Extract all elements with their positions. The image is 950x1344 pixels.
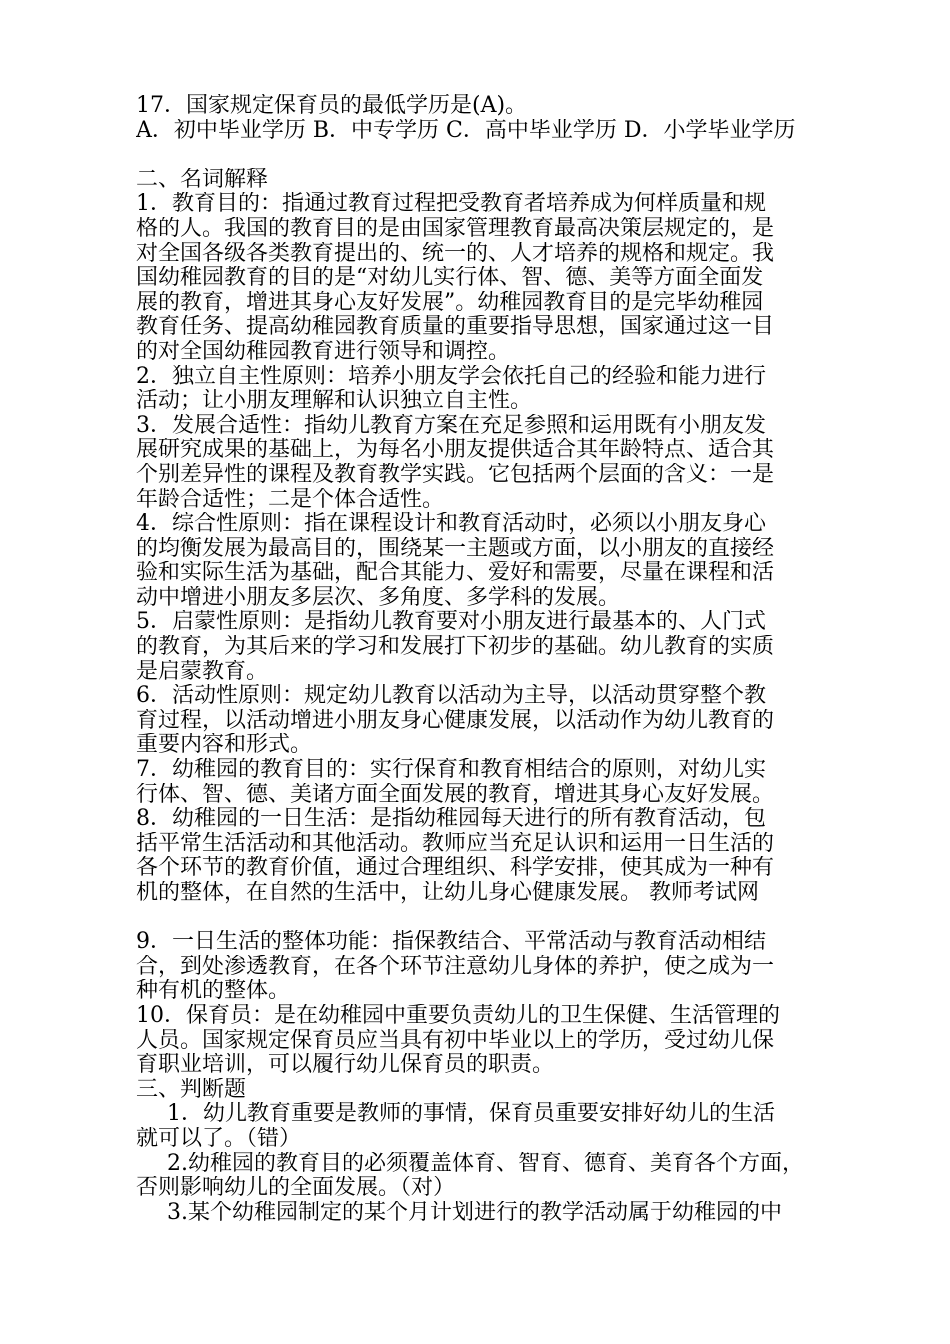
definition-8-line: 机的整体，在自然的生活中，让幼儿身心健康发展。 教师考试网: [136, 881, 759, 905]
definition-7-line: 行体、智、德、美诸方面全面发展的教育，增进其身心友好发展。: [136, 782, 775, 807]
section-heading-true-false: 三、判断题: [136, 1077, 247, 1102]
definition-5-line: 的教育，为其后来的学习和发展打下初步的基础。幼儿教育的实质: [136, 635, 775, 660]
definition-4-line: 的均衡发展为最高目的，围绕某一主题或方面，以小朋友的直接经: [136, 536, 775, 561]
definition-4-line: 验和实际生活为基础，配合其能力、爱好和需要，尽量在课程和活: [136, 561, 775, 586]
definition-4-line: 动中增进小朋友多层次、多角度、多学科的发展。: [136, 585, 621, 610]
definition-1-line: 格的人。我国的教育目的是由国家管理教育最高决策层规定的，是: [136, 216, 775, 241]
judgement-1-line: 1．幼儿教育重要是教师的事情，保育员重要安排好幼儿的生活: [160, 1102, 775, 1127]
definition-9-line: 合，到处渗透教育，在各个环节注意幼儿身体的养护，使之成为一: [136, 954, 775, 979]
definition-1-line: 展的教育，增进其身心友好发展”。幼稚园教育目的是完毕幼稚园: [136, 290, 764, 315]
judgement-2-line: 2.幼稚园的教育目的必须覆盖体育、智育、德育、美育各个方面，: [160, 1151, 804, 1176]
judgement-2-line: 否则影响幼儿的全面发展。（对）: [136, 1176, 456, 1201]
definition-3-line: 年龄合适性；二是个体合适性。: [136, 487, 445, 512]
definition-9-line: 9．一日生活的整体功能：指保教结合、平常活动与教育活动相结: [136, 930, 766, 955]
definition-1-line: 国幼稚园教育的目的是“对幼儿实行体、智、德、美等方面全面发: [136, 266, 764, 291]
question-17: 17．国家规定保育员的最低学历是(A)。: [136, 94, 528, 118]
definition-6-line: 6．活动性原则：规定幼儿教育以活动为主导，以活动贯穿整个教: [136, 684, 766, 709]
judgement-1-line: 就可以了。（错）: [136, 1126, 302, 1151]
definition-1-line: 对全国各级各类教育提出的、统一的、人才培养的规格和规定。我: [136, 241, 775, 266]
judgement-3-line: 3.某个幼稚园制定的某个月计划进行的教学活动属于幼稚园的中: [160, 1200, 782, 1225]
definition-3-line: 3．发展合适性：指幼儿教育方案在充足参照和运用既有小朋友发: [136, 413, 766, 438]
question-17-options: A．初中毕业学历 B．中专学历 C．高中毕业学历 D．小学毕业学历: [136, 118, 796, 143]
definition-8-line: 8．幼稚园的一日生活：是指幼稚园每天进行的所有教育活动，包: [136, 807, 766, 832]
definition-1-line: 教育任务、提高幼稚园教育质量的重要指导思想，国家通过这一目: [136, 315, 775, 340]
definition-10-line: 育职业培训，可以履行幼儿保育员的职责。: [136, 1053, 555, 1078]
definition-5-line: 是启蒙教育。: [136, 659, 269, 684]
definition-5-line: 5．启蒙性原则：是指幼儿教育要对小朋友进行最基本的、人门式: [136, 610, 766, 635]
definition-3-line: 展研究成果的基础上，为每名小朋友提供适合其年龄特点、适合其: [136, 438, 775, 463]
blank-line: [136, 143, 826, 168]
blank-line: [136, 906, 826, 931]
definition-8-line: 括平常生活活动和其他活动。教师应当充足认识和运用一日生活的: [136, 831, 775, 856]
definition-9-line: 种有机的整体。: [136, 979, 291, 1004]
definition-2-line: 活动；让小朋友理解和认识独立自主性。: [136, 389, 533, 414]
definition-3-line: 个别差异性的课程及教育教学实践。它包括两个层面的含义：一是: [136, 462, 775, 487]
definition-10-line: 人员。国家规定保育员应当具有初中毕业以上的学历，受过幼儿保: [136, 1028, 775, 1053]
definition-1-line: 的对全国幼稚园教育进行领导和调控。: [136, 339, 511, 364]
definition-1-line: 1．教育目的：指通过教育过程把受教育者培养成为何样质量和规: [136, 192, 766, 217]
definition-7-line: 7．幼稚园的教育目的：实行保育和教育相结合的原则，对幼儿实: [136, 758, 766, 783]
definition-2-line: 2．独立自主性原则：培养小朋友学会依托自己的经验和能力进行: [136, 364, 766, 389]
definition-6-line: 育过程，以活动增进小朋友身心健康发展，以活动作为幼儿教育的: [136, 708, 775, 733]
document-page: [136, 94, 826, 1225]
definition-6-line: 重要内容和形式。: [136, 733, 313, 758]
definition-8-line: 各个环节的教育价值，通过合理组织、科学安排，使其成为一种有: [136, 856, 775, 881]
section-heading-definitions: 二、名词解释: [136, 167, 269, 192]
definition-10-line: 10．保育员：是在幼稚园中重要负责幼儿的卫生保健、生活管理的: [136, 1003, 780, 1028]
definition-4-line: 4．综合性原则：指在课程设计和教育活动时，必须以小朋友身心: [136, 512, 766, 537]
